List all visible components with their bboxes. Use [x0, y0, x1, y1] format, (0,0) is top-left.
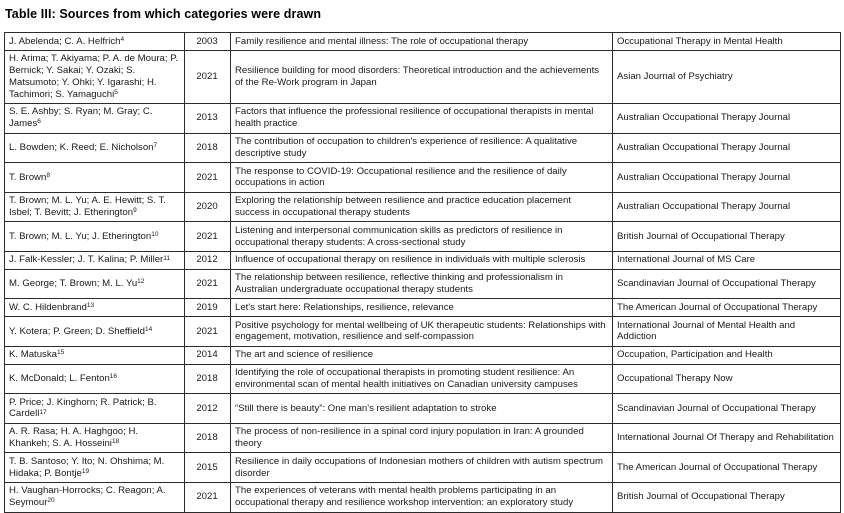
- title-cell: The art and science of resilience: [231, 346, 613, 364]
- title-cell: Factors that influence the professional resilience of occupational therapists in mental health practice: [231, 103, 613, 133]
- title-cell: The contribution of occupation to children's experience of resilience: A qualitative descriptive study: [231, 133, 613, 163]
- reference-superscript: 11: [163, 254, 171, 262]
- title-cell: Listening and interpersonal communication skills as predictors of resilience in occupational therapy students: A cross-sectional study: [231, 222, 613, 252]
- authors-cell: S. E. Ashby; S. Ryan; M. Gray; C. James$^6$: [5, 103, 185, 133]
- year-cell: 2021: [185, 50, 231, 103]
- authors-cell: P. Price; J. Kinghorn; R. Patrick; B. Cardell$^{17}$: [5, 394, 185, 424]
- authors-cell: L. Bowden; K. Reed; E. Nicholson$^7$: [5, 133, 185, 163]
- title-cell: Resilience building for mood disorders: Theoretical introduction and the achievements of the Re-Work program in Japan: [231, 50, 613, 103]
- title-cell: Positive psychology for mental wellbeing of UK therapeutic students: Relationships with engagement, motivation, resilience and self-compassion: [231, 317, 613, 347]
- journal-cell: Australian Occupational Therapy Journal: [613, 163, 841, 193]
- reference-superscript: 16: [109, 373, 118, 380]
- title-cell: Family resilience and mental illness: The role of occupational therapy: [231, 33, 613, 51]
- authors-cell: H. Vaughan-Horrocks; C. Reagon; A. Seymour$^{20}$: [5, 482, 185, 512]
- authors-cell: K. Matuska$^{15}$: [5, 346, 185, 364]
- title-cell: Let's start here: Relationships, resilience, relevance: [231, 299, 613, 317]
- reference-superscript: 20: [47, 497, 55, 505]
- year-cell: 2020: [185, 192, 231, 222]
- authors-cell: K. McDonald; L. Fenton$^{16}$: [5, 364, 185, 394]
- title-cell: Identifying the role of occupational therapists in promoting student resilience: An environmental scan of mental health initiatives on Canadian university campuses: [231, 364, 613, 394]
- year-cell: 2021: [185, 163, 231, 193]
- title-cell: The response to COVID-19: Occupational resilience and the resilience of daily occupations in action: [231, 163, 613, 193]
- journal-cell: Australian Occupational Therapy Journal: [613, 133, 841, 163]
- year-cell: 2021: [185, 269, 231, 299]
- year-cell: 2013: [185, 103, 231, 133]
- title-cell: The experiences of veterans with mental health problems participating in an occupational therapy and resilience workshop intervention: an exploratory study: [231, 482, 613, 512]
- table-row: [5, 299, 841, 317]
- journal-cell: Occupational Therapy Now: [613, 364, 841, 394]
- authors-cell: A. R. Rasa; H. A. Haghgoo; H. Khankeh; S. A. Hosseini$^{18}$: [5, 423, 185, 453]
- year-cell: 2019: [185, 299, 231, 317]
- journal-cell: The American Journal of Occupational Therapy: [613, 453, 841, 483]
- reference-superscript: 19: [81, 467, 90, 475]
- year-cell: 2015: [185, 453, 231, 483]
- reference-superscript: 12: [137, 278, 145, 286]
- journal-cell: International Journal of MS Care: [613, 251, 841, 269]
- reference-superscript: 7: [153, 142, 158, 150]
- table-row: [5, 103, 841, 133]
- table-row: [5, 50, 841, 103]
- reference-superscript: 10: [151, 230, 159, 238]
- journal-cell: Asian Journal of Psychiatry: [613, 50, 841, 103]
- title-cell: The relationship between resilience, reflective thinking and professionalism in Australian undergraduate occupational therapy students: [231, 269, 613, 299]
- year-cell: 2012: [185, 251, 231, 269]
- table-row: [5, 364, 841, 394]
- year-cell: 2018: [185, 133, 231, 163]
- journal-cell: The American Journal of Occupational Therapy: [613, 299, 841, 317]
- authors-cell: T. Brown; M. L. Yu; J. Etherington$^{10}$: [5, 222, 185, 252]
- year-cell: 2012: [185, 394, 231, 424]
- reference-superscript: 13: [86, 301, 95, 309]
- title-cell: “Still there is beauty”: One man's resilient adaptation to stroke: [231, 394, 613, 424]
- authors-cell: M. George; T. Brown; M. L. Yu$^{12}$: [5, 269, 185, 299]
- reference-superscript: 8: [46, 171, 50, 179]
- journal-cell: Australian Occupational Therapy Journal: [613, 192, 841, 222]
- table-row: [5, 222, 841, 252]
- year-cell: 2014: [185, 346, 231, 364]
- table-row: [5, 133, 841, 163]
- reference-superscript: 18: [111, 438, 120, 446]
- authors-cell: Y. Kotera; P. Green; D. Sheffield$^{14}$: [5, 317, 185, 347]
- table-row: [5, 453, 841, 483]
- title-cell: Resilience in daily occupations of Indonesian mothers of children with autism spectrum disorder: [231, 453, 613, 483]
- authors-cell: T. Brown$^8$: [5, 163, 185, 193]
- table-body: [5, 33, 841, 513]
- reference-superscript: 15: [57, 349, 65, 357]
- year-cell: 2018: [185, 423, 231, 453]
- journal-cell: British Journal of Occupational Therapy: [613, 222, 841, 252]
- reference-superscript: 6: [37, 118, 41, 126]
- table-row: [5, 394, 841, 424]
- year-cell: 2018: [185, 364, 231, 394]
- reference-superscript: 5: [114, 88, 118, 96]
- journal-cell: International Journal of Mental Health and Addiction: [613, 317, 841, 347]
- year-cell: 2021: [185, 482, 231, 512]
- table-caption: Table III: Sources from which categories were drawn: [5, 7, 322, 21]
- table-row: [5, 192, 841, 222]
- sources-table: [4, 32, 841, 513]
- authors-cell: T. B. Santoso; Y. Ito; N. Ohshima; M. Hidaka; P. Bontje$^{19}$: [5, 453, 185, 483]
- year-cell: 2021: [185, 222, 231, 252]
- title-cell: Influence of occupational therapy on resilience in individuals with multiple sclerosis: [231, 251, 613, 269]
- journal-cell: Australian Occupational Therapy Journal: [613, 103, 841, 133]
- table-row: [5, 423, 841, 453]
- journal-cell: International Journal Of Therapy and Rehabilitation: [613, 423, 841, 453]
- title-cell: Exploring the relationship between resilience and practice education placement success in occupational therapy students: [231, 192, 613, 222]
- reference-superscript: 14: [145, 325, 153, 333]
- journal-cell: British Journal of Occupational Therapy: [613, 482, 841, 512]
- authors-cell: H. Arima; T. Akiyama; P. A. de Moura; P. Bernick; Y. Sakai; Y. Ozaki; S. Matsumoto; Y. Ohki; Y. Igarashi; H. Tachimori; S. Yamaguchi$^5$: [5, 50, 185, 103]
- table-row: [5, 33, 841, 51]
- reference-superscript: 17: [39, 408, 47, 416]
- journal-cell: Occupational Therapy in Mental Health: [613, 33, 841, 51]
- title-cell: The process of non-resilience in a spinal cord injury population in Iran: A grounded theory: [231, 423, 613, 453]
- table-row: [5, 317, 841, 347]
- table-row: [5, 482, 841, 512]
- journal-cell: Scandinavian Journal of Occupational Therapy: [613, 394, 841, 424]
- authors-cell: W. C. Hildenbrand$^{13}$: [5, 299, 185, 317]
- year-cell: 2021: [185, 317, 231, 347]
- journal-cell: Scandinavian Journal of Occupational Therapy: [613, 269, 841, 299]
- table-row: [5, 346, 841, 364]
- table-row: [5, 269, 841, 299]
- journal-cell: Occupation, Participation and Health: [613, 346, 841, 364]
- authors-cell: T. Brown; M. L. Yu; A. E. Hewitt; S. T. Isbel; T. Bevitt; J. Etherington$^9$: [5, 192, 185, 222]
- authors-cell: J. Falk-Kessler; J. T. Kalina; P. Miller$^{11}$: [5, 251, 185, 269]
- authors-cell: J. Abelenda; C. A. Helfrich$^4$: [5, 33, 185, 51]
- reference-superscript: 4: [120, 35, 125, 43]
- table-row: [5, 163, 841, 193]
- table-row: [5, 251, 841, 269]
- reference-superscript: 9: [133, 207, 137, 215]
- year-cell: 2003: [185, 33, 231, 51]
